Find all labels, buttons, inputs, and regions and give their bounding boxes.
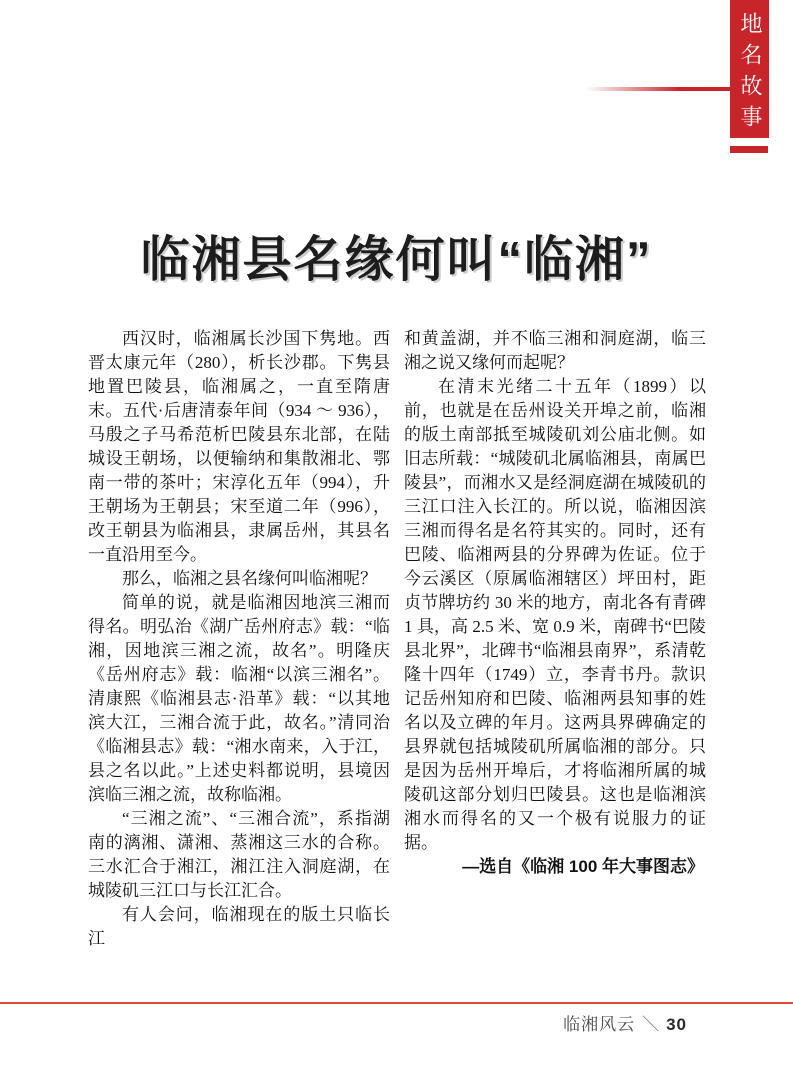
article-body <box>88 327 706 951</box>
footer <box>563 1010 687 1035</box>
article-title: 临湘县名缘何叫“临湘” <box>140 232 653 287</box>
section-banner-label: 地名故事 <box>737 12 762 136</box>
paragraph: 西汉时，临湘属长沙国下隽地。西晋太康元年（280），析长沙郡。下隽县地置巴陵县，临湘属之，一直至隋唐末。五代·后唐清泰年间（934 ～ 936），马殷之子马希范析巴陵县东北部，在陆城设王朝场，以便输纳和集散湘北、鄂南一带的茶叶；宋淳化五年（994），升王朝场为王朝县；宋至道二年（996），改王朝县为临湘县，隶属岳州，其县名一直沿用至今。 <box>88 329 390 564</box>
section-banner <box>730 0 769 138</box>
paragraph: “三湘之流”、“三湘合流”，系指湖南的漓湘、潇湘、蒸湘这三水的合称。三水汇合于湘江，湘江注入洞庭湖，在城陵矶三江口与长江汇合。 <box>88 809 390 900</box>
footer-rule <box>0 1002 793 1004</box>
banner-accent-line <box>586 87 730 91</box>
journal-name: 临湘风云 <box>563 1015 636 1034</box>
right-column <box>404 327 706 951</box>
source-attribution: —选自《临湘 100 年大事图志》 <box>462 857 704 876</box>
paragraph-continued: 和黄盖湖，并不临三湘和洞庭湖，临三湘之说又缘何而起呢？ <box>404 329 706 372</box>
paragraph: 有人会问，临湘现在的版土只临长江 <box>88 905 390 948</box>
paragraph: 简单的说，就是临湘因地滨三湘而得名。明弘治《湖广岳州府志》载：“临湘，因地滨三湘之流，故名”。明隆庆《岳州府志》载：临湘“以滨三湘名”。清康熙《临湘县志·沿革》载：“以其地滨大江，三湘合流于此，故名。”清同治《临湘县志》载：“湘水南来，入于江，县之名以此。”上述史料都说明，县境因滨临三湘之流，故称临湘。 <box>88 593 390 804</box>
paragraph: 在清末光绪二十五年（1899）以前，也就是在岳州设关开埠之前，临湘的版土南部抵至城陵矶刘公庙北侧。如旧志所载：“城陵矶北属临湘县，南属巴陵县”，而湘水又是经洞庭湖在城陵矶的三江口注入长江的。所以说，临湘因滨三湘而得名是名符其实的。同时，还有巴陵、临湘两县的分界碑为佐证。位于今云溪区（原属临湘辖区）坪田村，距贞节牌坊约 30 米的地方，南北各有青碑 1 具，高 2.5 米、宽 0.9 米，南碑书“巴陵县北界”，北碑书“临湘县南界”，系清乾隆十四年（1749）立，李青书丹。款识记岳州知府和巴陵、临湘两县知事的姓名以及立碑的年月。这两具界碑确定的县界就包括城陵矶所属临湘的部分。只是因为岳州开埠后，才将临湘所属的城陵矶这部分划归巴陵县。这也是临湘滨湘水而得名的又一个极有说服力的证据。 <box>404 377 706 852</box>
left-column <box>88 327 390 951</box>
footer-separator: ＼ <box>642 1015 660 1034</box>
paragraph: 那么，临湘之县名缘何叫临湘呢？ <box>122 569 377 588</box>
page-number: 30 <box>666 1015 687 1034</box>
banner-underline-bar <box>730 146 768 153</box>
